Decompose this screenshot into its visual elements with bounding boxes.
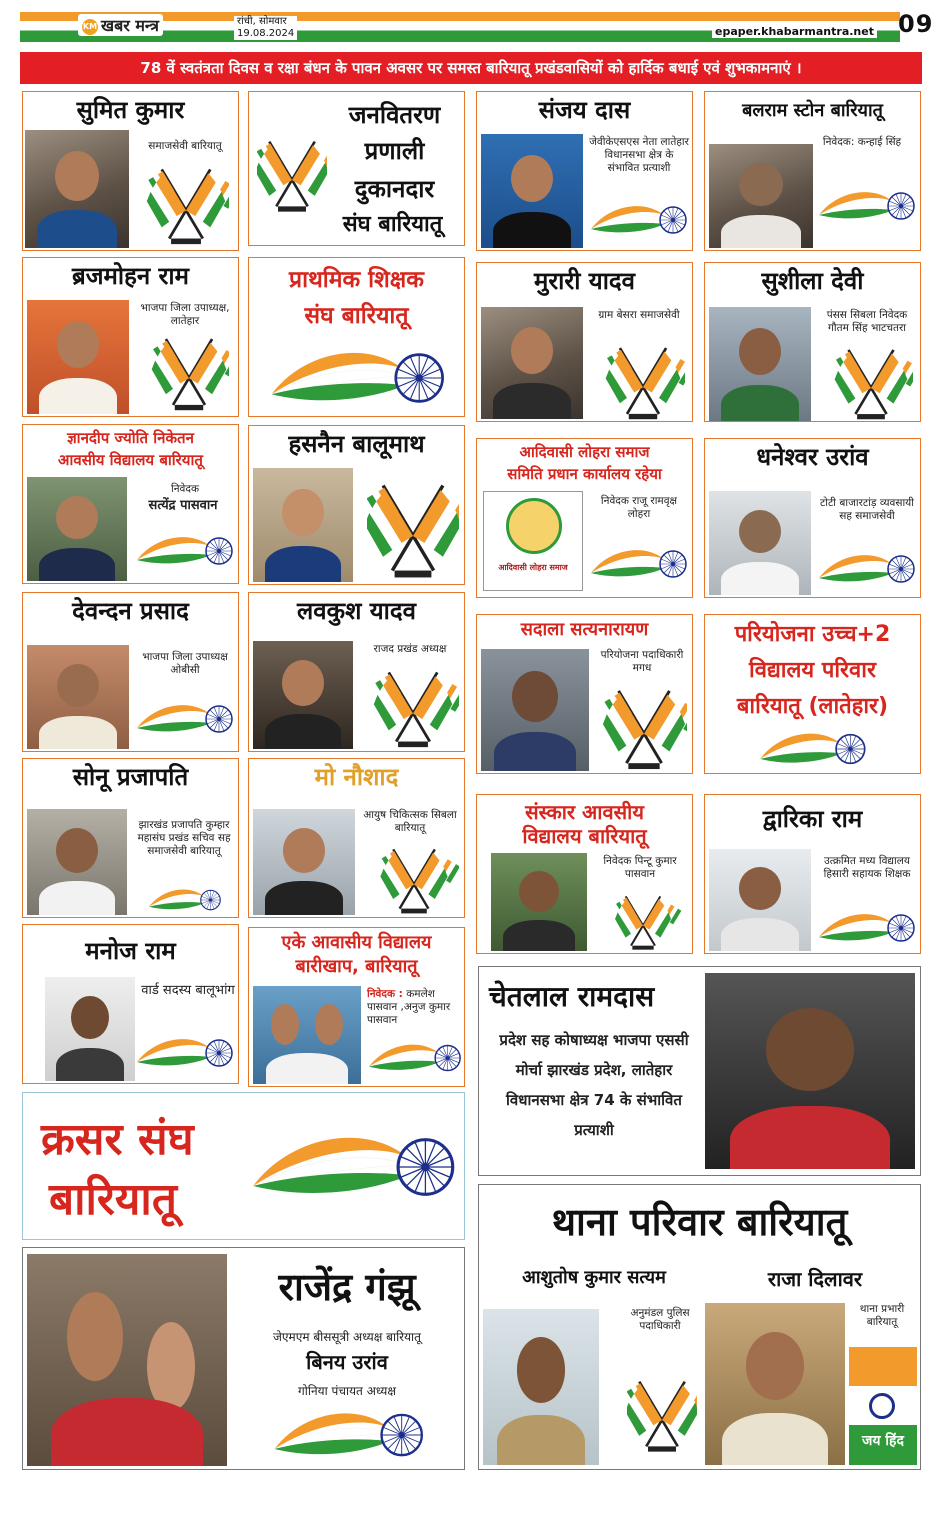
person-photo xyxy=(27,300,129,414)
crossed-flags-icon xyxy=(601,683,687,771)
card-desc: जेवीकेएसएस नेता लातेहार विधानसभा क्षेत्र के संभावित प्रत्याशी xyxy=(589,136,689,174)
tricolor-swoosh-icon xyxy=(249,1097,459,1237)
card-name: चेतलाल रामदास xyxy=(489,980,655,1013)
ad-card-sonu-prajapati xyxy=(22,758,239,918)
ad-card-adivasi-lohra: आदिवासी लोहरा समाज समिति प्रधान कार्यालय रहेया आदिवासी लोहरा समाज निवेदक राजू रामवृक्ष लोहरा xyxy=(476,438,693,598)
jai-hind-panel: जय हिंद xyxy=(849,1347,917,1465)
crossed-flags-icon xyxy=(149,332,229,412)
dateline: रांची, सोमवार 19.08.2024 xyxy=(234,16,297,40)
ad-card-dwarika-ram xyxy=(704,794,921,954)
group-photo xyxy=(253,986,361,1084)
card-desc: राजद प्रखंड अध्यक्ष xyxy=(373,643,447,655)
tricolor-swoosh-icon xyxy=(255,342,461,414)
card-name: सदाला सत्यनारायण xyxy=(520,619,649,640)
card-name: ब्रजमोहन राम xyxy=(72,262,189,290)
card-desc: निवेदक : कमलेश पासवान ,अनुज कुमार पासवान xyxy=(367,988,451,1026)
ad-card-thana-parivar: थाना परिवार बारियातू आशुतोष कुमार सत्यम राजा दिलावर अनुमंडल पुलिस पदाधिकारी थाना प्रभारी बारियातू जय हिंद xyxy=(478,1184,921,1470)
card-desc: निवेदक: कन्हाई सिंह xyxy=(822,136,902,148)
person-photo xyxy=(481,134,583,248)
card-name: लवकुश यादव xyxy=(297,597,416,625)
person-photo xyxy=(27,477,127,581)
tricolor-swoosh-icon xyxy=(589,535,689,593)
ad-card-sadala xyxy=(476,614,693,774)
person-photo xyxy=(253,809,355,915)
ad-card-brajmohan-ram xyxy=(22,257,239,417)
person-photo xyxy=(27,1254,227,1466)
site-url[interactable]: epaper.khabarmantra.net xyxy=(712,25,877,38)
ad-card-dhaneshwar xyxy=(704,438,921,598)
tricolor-swoosh-icon xyxy=(135,1025,235,1081)
chakra-icon xyxy=(869,1393,895,1419)
ad-card-devandan xyxy=(22,592,239,752)
tricolor-swoosh-icon xyxy=(589,196,689,244)
card-name: मो नौशाद xyxy=(314,763,399,791)
ad-card-murari-yadav xyxy=(476,262,693,422)
logo-mark-icon: KM xyxy=(82,19,98,35)
card-name: बलराम स्टोन बारियातू xyxy=(742,100,883,121)
ad-card-hasnain xyxy=(248,425,465,585)
crossed-flags-icon xyxy=(367,665,459,749)
card-name: देवन्दन प्रसाद xyxy=(72,597,189,625)
card-desc: भाजपा जिला उपाध्यक्ष ओबीसी xyxy=(142,651,228,676)
person-photo xyxy=(25,130,129,248)
crossed-flags-icon xyxy=(143,162,229,246)
person-photo xyxy=(491,853,587,951)
card-desc: ग्राम बेसरा समाजसेवी xyxy=(598,309,680,321)
officer-photo xyxy=(705,1303,845,1465)
ad-card-mo-naushad xyxy=(248,758,465,918)
ad-card-sanjay-das xyxy=(476,91,693,251)
card-desc: उत्क्रमित मध्य विद्यालय हिसारी सहायक शिक्षक xyxy=(823,855,911,880)
person-photo xyxy=(709,307,811,421)
card-name: सुमित कुमार xyxy=(76,96,185,124)
card-name: हसनैन बालूमाथ xyxy=(288,430,425,458)
person-photo xyxy=(27,645,129,749)
ad-card-sumit-kumar xyxy=(22,91,239,251)
newspaper-logo[interactable]: KM खबर मन्त्र xyxy=(78,14,163,36)
person-photo xyxy=(45,977,135,1081)
ad-card-chetlal-ramdas xyxy=(478,966,921,1176)
card-desc: वार्ड सदस्य बालूभांग xyxy=(141,983,235,998)
card-name: सुशीला देवी xyxy=(761,267,864,295)
person-photo xyxy=(709,849,811,951)
ad-card-prathmik-shikshak: प्राथमिक शिक्षक संघ बारियातू xyxy=(248,257,465,417)
person-photo xyxy=(253,641,353,749)
person-photo xyxy=(253,468,353,582)
card-name: सोनू प्रजापति xyxy=(72,763,189,791)
card-desc: प्रदेश सह कोषाध्यक्ष भाजपा एससी मोर्चा झारखंड प्रदेश, लातेहार विधानसभा क्षेत्र 74 के संभावित प्रत्याशी xyxy=(499,1031,689,1139)
card-name: संजय दास xyxy=(538,96,631,124)
card-name: द्वारिका राम xyxy=(762,805,863,833)
person-photo xyxy=(705,973,915,1169)
tricolor-swoosh-icon xyxy=(817,172,917,240)
org-logo: आदिवासी लोहरा समाज xyxy=(483,491,583,591)
person-photo xyxy=(27,809,127,915)
card-desc: निवेदक राजू रामवृक्ष लोहरा xyxy=(600,495,678,520)
person-photo xyxy=(481,307,583,419)
ad-card-janvitaran: जनवितरण प्रणाली दुकानदार संघ बारियातू xyxy=(248,91,465,246)
ad-card-gyandeep: ज्ञानदीप ज्योति निकेतन आवसीय विद्यालय बारियातू निवेदक सत्येंद्र पासवान xyxy=(22,424,239,584)
ad-card-crusher-sangh: क्रसर संघ बारियातू xyxy=(22,1092,465,1240)
card-name: राजेंद्र गंझू xyxy=(278,1265,416,1309)
person-photo xyxy=(709,491,811,595)
ad-card-manoj-ram xyxy=(22,924,239,1084)
card-name: मुरारी यादव xyxy=(534,267,635,295)
page-number: 09 xyxy=(898,10,934,38)
greeting-banner: 78 वें स्वतंत्रता दिवस व रक्षा बंधन के पावन अवसर पर समस्त बारियातू प्रखंडवासियों को हार्दिक बधाई एवं शुभकामनाएं । xyxy=(20,52,922,84)
masthead xyxy=(0,0,945,50)
card-desc: भाजपा जिला उपाध्यक्ष, लातेहार xyxy=(140,302,230,327)
ad-card-sushila-devi xyxy=(704,262,921,422)
person-photo xyxy=(481,649,589,771)
crossed-flags-icon xyxy=(627,1365,697,1463)
tricolor-swoosh-icon xyxy=(817,905,917,951)
tricolor-swoosh-icon xyxy=(135,689,235,749)
ad-card-pariyojana: परियोजना उच्च+2 विद्यालय परिवार बारियातू (लातेहार) xyxy=(704,614,921,774)
person-photo xyxy=(709,144,813,248)
card-desc: समाजसेवी बारियातू xyxy=(148,140,222,152)
crossed-flags-icon xyxy=(369,843,459,915)
ad-card-sanskar: संस्कार आवसीय विद्यालय बारियातू निवेदक पिन्टू कुमार पासवान xyxy=(476,794,693,954)
ad-card-rajendra-ganjhu: राजेंद्र गंझू जेएमएम बीससूत्री अध्यक्ष बारियातू बिनय उरांव गोनिया पंचायत अध्यक्ष xyxy=(22,1247,465,1470)
ad-card-lavkush xyxy=(248,592,465,752)
crossed-flags-icon xyxy=(601,891,685,951)
tricolor-swoosh-icon xyxy=(135,521,235,581)
crossed-flags-icon xyxy=(601,341,685,421)
card-name: धनेश्वर उरांव xyxy=(756,443,869,471)
card-desc: पंसस सिबला निवेदक गौतम सिंह भाटचतरा xyxy=(826,309,908,334)
tricolor-swoosh-icon xyxy=(135,885,235,915)
card-desc: आयुष चिकित्सक सिबला बारियातू xyxy=(363,809,457,834)
ad-card-balram-stone xyxy=(704,91,921,251)
crossed-flags-icon xyxy=(829,343,913,421)
card-desc: टोटी बाजारटांड़ व्यवसायी सह समाजसेवी xyxy=(820,497,914,522)
card-desc: झारखंड प्रजापति कुम्हार महासंघ प्रखंड सचिव सह समाजसेवी बारियातू xyxy=(137,819,231,857)
card-name: मनोज राम xyxy=(85,937,176,965)
ad-card-ake-awasiya: एके आवासीय विद्यालय बारीखाप, बारियातू निवेदक : कमलेश पासवान ,अनुज कुमार पासवान xyxy=(248,927,465,1087)
seal-icon xyxy=(506,498,562,554)
card-desc: परियोजना पदाधिकारी मगध xyxy=(600,649,684,674)
tricolor-swoosh-icon xyxy=(817,543,917,595)
crossed-flags-icon xyxy=(367,476,459,580)
tricolor-swoosh-icon xyxy=(711,727,915,771)
tricolor-swoosh-icon xyxy=(249,1404,449,1466)
tricolor-swoosh-icon xyxy=(367,1032,463,1084)
card-title: थाना परिवार बारियातू xyxy=(551,1200,848,1244)
crossed-flags-icon xyxy=(257,114,327,234)
card-desc: निवेदक पिन्टू कुमार पासवान xyxy=(603,855,677,880)
officer-photo xyxy=(483,1309,599,1465)
